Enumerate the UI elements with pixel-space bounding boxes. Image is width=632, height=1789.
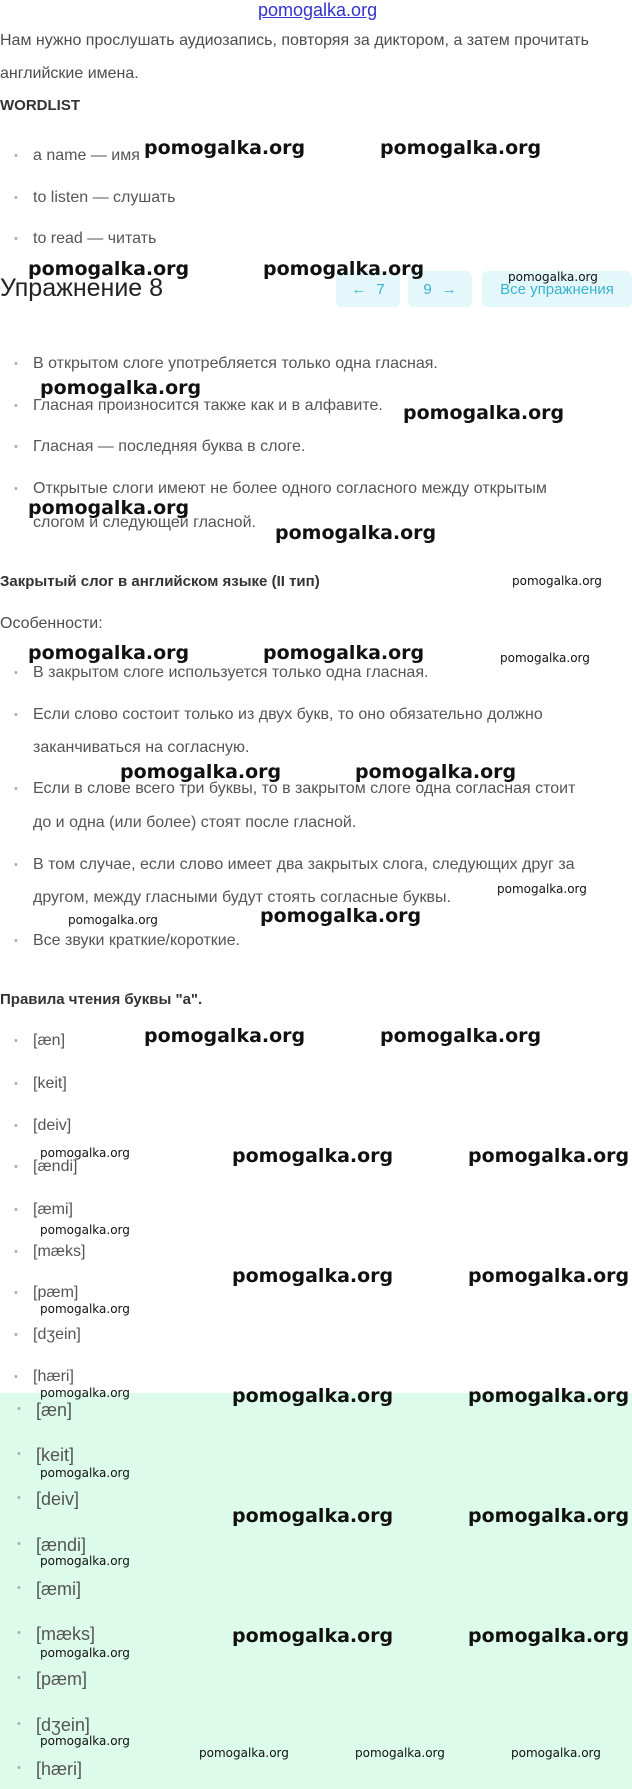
- list-item-continued: другом, между гласными будут стоять согласные буквы.: [33, 889, 451, 906]
- list-item: • Гласная произносится также как и в алфавите.: [33, 397, 383, 415]
- watermark: pomogalka.org: [403, 402, 565, 424]
- phonetic-item: • [pæm]: [36, 1669, 87, 1690]
- watermark: pomogalka.org: [40, 1223, 130, 1237]
- watermark: pomogalka.org: [232, 1385, 394, 1407]
- list-item-continued: до и одна (или более) стоят после гласной.: [33, 814, 357, 831]
- watermark: pomogalka.org: [40, 1466, 130, 1480]
- phonetic-item: • [hæri]: [33, 1368, 74, 1386]
- watermark: pomogalka.org: [28, 497, 190, 519]
- list-item: • a name — имя: [33, 147, 140, 165]
- phonetic-item: • [ændi]: [36, 1535, 86, 1556]
- phonetic-item: • [deiv]: [36, 1489, 79, 1510]
- watermark: pomogalka.org: [355, 1746, 445, 1760]
- next-label: 9: [423, 280, 432, 298]
- arrow-left-icon: ←: [351, 280, 367, 298]
- watermark: pomogalka.org: [355, 761, 517, 783]
- watermark: pomogalka.org: [232, 1265, 394, 1287]
- watermark: pomogalka.org: [28, 642, 190, 664]
- phonetic-item: • [æmi]: [36, 1579, 81, 1600]
- site-watermark-logo: pomogalka.org: [258, 0, 378, 20]
- watermark: pomogalka.org: [40, 1302, 130, 1316]
- watermark: pomogalka.org: [468, 1385, 630, 1407]
- arrow-right-icon: →: [441, 280, 457, 298]
- watermark: pomogalka.org: [508, 270, 598, 284]
- phonetic-item: • [pæm]: [33, 1284, 78, 1302]
- watermark: pomogalka.org: [40, 1554, 130, 1568]
- list-item: • Гласная — последняя буква в слоге.: [33, 438, 305, 456]
- watermark: pomogalka.org: [511, 1746, 601, 1760]
- closed-syllable-heading: Закрытый слог в английском языке (II тип): [0, 573, 320, 590]
- watermark: pomogalka.org: [468, 1145, 630, 1167]
- page-title: Упражнение 8: [0, 274, 164, 302]
- phonetic-item: • [æn]: [36, 1400, 72, 1421]
- phonetic-item: • [deiv]: [33, 1117, 71, 1135]
- phonetic-item: • [hæri]: [36, 1759, 82, 1780]
- reading-rules-heading: Правила чтения буквы "a".: [0, 991, 203, 1008]
- all-label: Все упражнения: [500, 280, 614, 298]
- watermark: pomogalka.org: [40, 377, 202, 399]
- watermark: pomogalka.org: [512, 574, 602, 588]
- list-item: • В закрытом слоге используется только одна гласная.: [33, 664, 428, 682]
- watermark: pomogalka.org: [28, 258, 190, 280]
- list-item: • to listen — слушать: [33, 189, 175, 207]
- list-item: • Если в слове всего три буквы, то в закрытом слоге одна согласная стоит: [33, 780, 575, 798]
- phonetic-item: • [dʒein]: [36, 1715, 90, 1736]
- list-item-continued: слогом и следующей гласной.: [33, 514, 256, 531]
- list-item: • Открытые слоги имеют не более одного согласного между открытым: [33, 480, 547, 498]
- intro-text: Нам нужно прослушать аудиозапись, повторяя за диктором, а затем прочитать: [0, 32, 589, 49]
- phonetic-item: • [dʒein]: [33, 1326, 81, 1344]
- phonetic-item: • [keit]: [33, 1075, 67, 1093]
- phonetic-item: • [ændi]: [33, 1158, 77, 1176]
- watermark: pomogalka.org: [500, 651, 590, 665]
- watermark: pomogalka.org: [380, 137, 542, 159]
- watermark: pomogalka.org: [380, 1025, 542, 1047]
- watermark: pomogalka.org: [232, 1145, 394, 1167]
- features-label: Особенности:: [0, 615, 103, 632]
- watermark: pomogalka.org: [468, 1625, 630, 1647]
- watermark: pomogalka.org: [40, 1386, 130, 1400]
- watermark: pomogalka.org: [144, 1025, 306, 1047]
- phonetic-item: • [æmi]: [33, 1201, 73, 1219]
- phonetic-item: • [keit]: [36, 1445, 74, 1466]
- list-item: • to read — читать: [33, 230, 156, 248]
- watermark: pomogalka.org: [468, 1505, 630, 1527]
- watermark: pomogalka.org: [68, 913, 158, 927]
- watermark: pomogalka.org: [275, 522, 437, 544]
- watermark: pomogalka.org: [263, 258, 425, 280]
- watermark: pomogalka.org: [120, 761, 282, 783]
- phonetic-item: • [mæks]: [33, 1243, 85, 1261]
- watermark: pomogalka.org: [468, 1265, 630, 1287]
- phonetic-item: • [mæks]: [36, 1624, 95, 1645]
- list-item-continued: заканчиваться на согласную.: [33, 739, 250, 756]
- watermark: pomogalka.org: [232, 1505, 394, 1527]
- watermark: pomogalka.org: [40, 1646, 130, 1660]
- watermark: pomogalka.org: [199, 1746, 289, 1760]
- phonetic-item: • [æn]: [33, 1032, 65, 1050]
- watermark: pomogalka.org: [497, 882, 587, 896]
- list-item: • Если слово состоит только из двух букв, то оно обязательно должно: [33, 706, 543, 724]
- intro-text: английские имена.: [0, 65, 139, 82]
- watermark: pomogalka.org: [144, 137, 306, 159]
- list-item: • В том случае, если слово имеет два закрытых слога, следующих друг за: [33, 856, 575, 874]
- watermark: pomogalka.org: [40, 1734, 130, 1748]
- prev-label: 7: [376, 280, 385, 298]
- list-item: • Все звуки краткие/короткие.: [33, 932, 240, 950]
- highlighted-phonetics-block: [0, 1393, 632, 1789]
- list-item: • В открытом слоге употребляется только одна гласная.: [33, 355, 438, 373]
- watermark: pomogalka.org: [40, 1146, 130, 1160]
- watermark: pomogalka.org: [260, 905, 422, 927]
- wordlist-heading: WORDLIST: [0, 97, 80, 114]
- watermark: pomogalka.org: [263, 642, 425, 664]
- watermark: pomogalka.org: [232, 1625, 394, 1647]
